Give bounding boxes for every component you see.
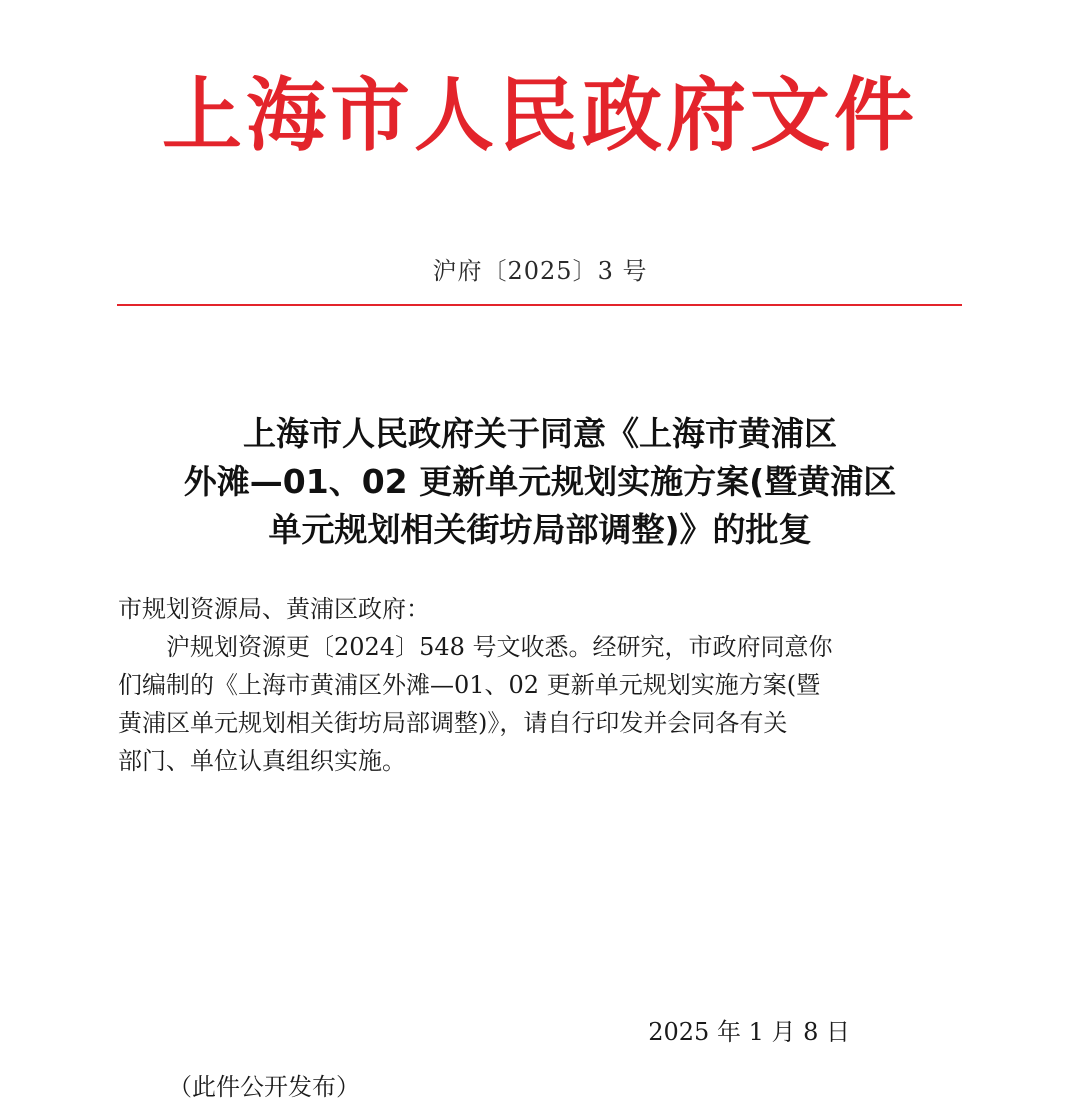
document-body (118, 590, 963, 780)
addressee: 市规划资源局、黄浦区政府： (118, 595, 430, 623)
body-line: 沪规划资源更〔2024〕548 号文收悉。经研究，市政府同意你 (166, 633, 833, 661)
issue-date: 2025 年 1 月 8 日 (648, 1018, 850, 1046)
document-masthead: 上海市人民政府文件 (162, 69, 918, 162)
publication-note: （此件公开发布） (168, 1073, 360, 1101)
document-number: 沪府〔2025〕3 号 (432, 257, 648, 285)
body-line: 部门、单位认真组织实施。 (118, 747, 406, 775)
red-separator-line (117, 304, 962, 306)
body-line: 们编制的《上海市黄浦区外滩—01、02 更新单元规划实施方案(暨 (118, 671, 821, 699)
title-line: 上海市人民政府关于同意《上海市黄浦区 (243, 414, 837, 453)
title-line: 单元规划相关街坊局部调整)》的批复 (268, 510, 812, 549)
title-line: 外滩—01、02 更新单元规划实施方案(暨黄浦区 (183, 462, 897, 501)
document-title (90, 410, 990, 554)
body-line: 黄浦区单元规划相关街坊局部调整)》，请自行印发并会同各有关 (118, 709, 788, 737)
